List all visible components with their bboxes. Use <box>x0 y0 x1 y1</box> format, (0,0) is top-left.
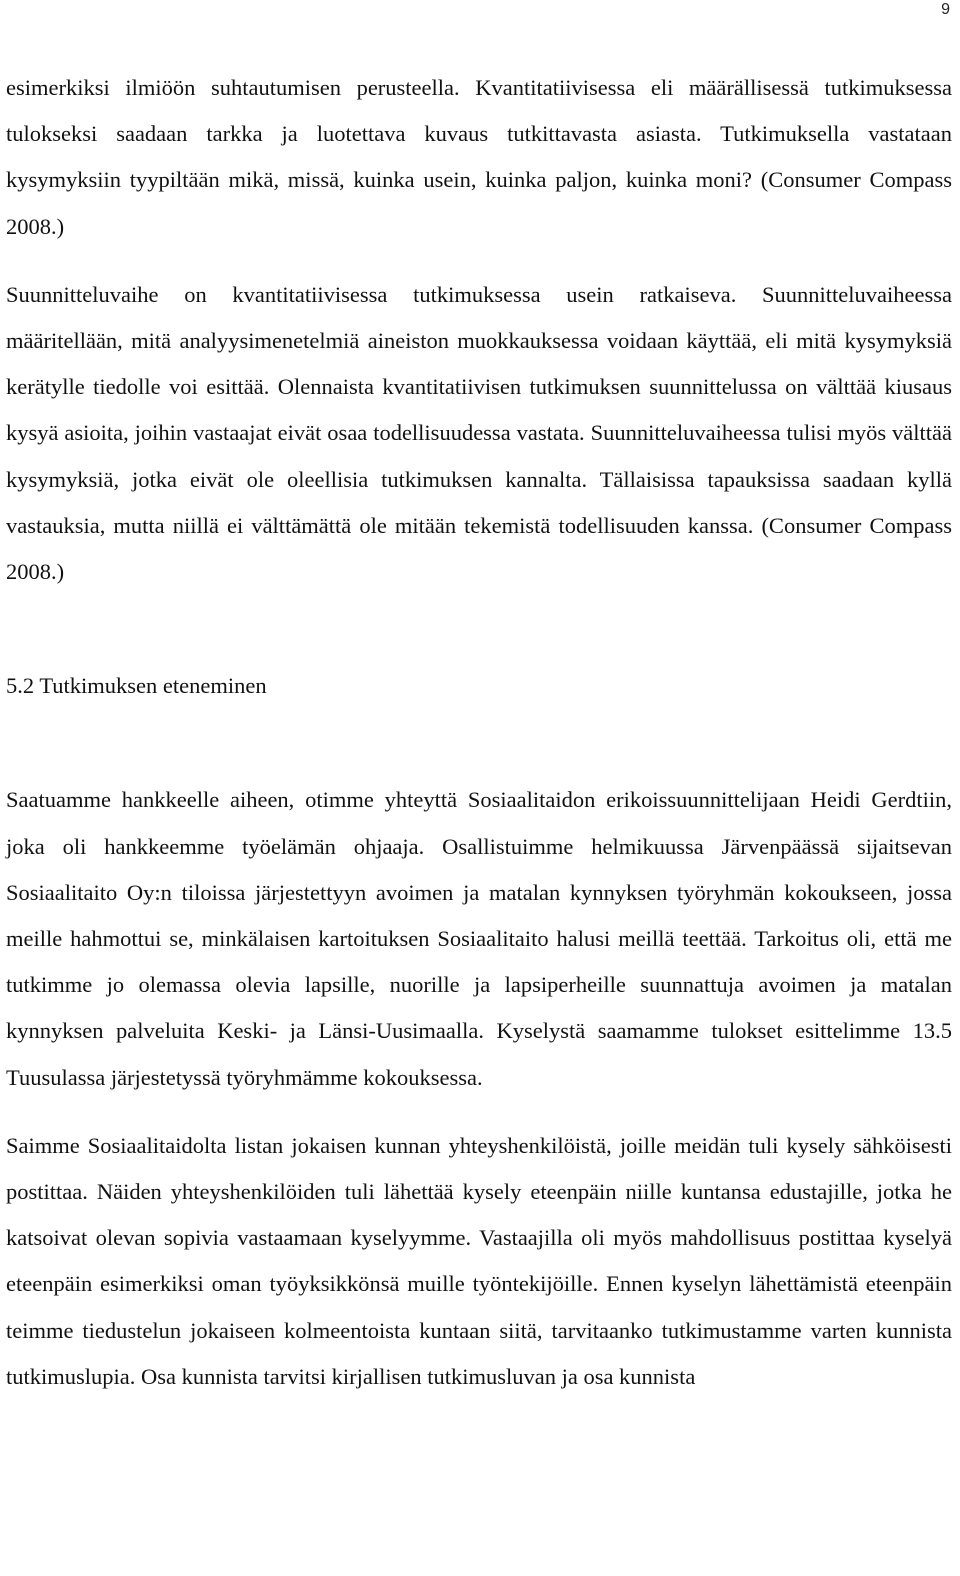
section-spacer <box>6 709 952 777</box>
document-body <box>6 65 952 1400</box>
paragraph-contact-list: Saimme Sosiaalitaidolta listan jokaisen kunnan yhteyshenkilöistä, joille meidän tuli kysely sähköisesti postittaa. Näiden yhteyshenkilöiden tuli lähettää kysely eteenpäin niille kuntansa edustajille, jotka he katsoivat olevan sopivia vastaamaan kyselyymme. Vastaajilla oli myös mahdollisuus postittaa kyselyä eteenpäin esimerkiksi oman työyksikkönsä muille työntekijöille. Ennen kyselyn lähettämistä eteenpäin teimme tiedustelun jokaiseen kolmeentoista kuntaan siitä, tarvitaanko tutkimustamme varten kunnista tutkimuslupia. Osa kunnista tarvitsi kirjallisen tutkimusluvan ja osa kunnista <box>6 1132 952 1389</box>
paragraph-spacer <box>6 1101 952 1123</box>
paragraph-quantitative-research: esimerkiksi ilmiöön suhtautumisen perusteella. Kvantitatiivisessa eli määrällisessä tutkimuksessa tulokseksi saadaan tarkka ja luotettava kuvaus tutkittavasta asiasta. Tutkimuksella vastataan kysymyksiin tyypiltään mikä, missä, kuinka usein, kuinka paljon, kuinka moni? (Consumer Compass 2008.) <box>6 75 952 239</box>
section-spacer <box>6 595 952 663</box>
paragraph-project-progress: Saatuamme hankkeelle aiheen, otimme yhteyttä Sosiaalitaidon erikoissuunnittelijaan Heidi Gerdtiin, joka oli hankkeemme työelämän ohjaaja. Osallistuimme helmikuussa Järvenpäässä sijaitsevan Sosiaalitaito Oy:n tiloissa järjestettyyn avoimen ja matalan kynnyksen työryhmän kokoukseen, jossa meille hahmottui se, minkälaisen kartoituksen Sosiaalitaito halusi meillä teettää. Tarkoitus oli, että me tutkimme jo olemassa olevia lapsille, nuorille ja lapsiperheille suunnattuja avoimen ja matalan kynnyksen palveluita Keski- ja Länsi-Uusimaalla. Kyselystä saamamme tulokset esittelimme 13.5 Tuusulassa järjestetyssä työryhmämme kokouksessa. <box>6 787 952 1090</box>
page-number: 9 <box>941 1 950 18</box>
section-heading: 5.2 Tutkimuksen eteneminen <box>6 673 267 699</box>
paragraph-planning-phase: Suunnitteluvaihe on kvantitatiivisessa tutkimuksessa usein ratkaiseva. Suunnitteluvaiheessa määritellään, mitä analyysimenetelmiä aineiston muokkauksessa voidaan käyttää, eli mitä kysymyksiä kerätylle tiedolle voi esittää. Olennaista kvantitatiivisen tutkimuksen suunnittelussa on välttää kiusaus kysyä asioita, joihin vastaajat eivät osaa todellisuudessa vastata. Suunnitteluvaiheessa tulisi myös välttää kysymyksiä, jotka eivät ole oleellisia tutkimuksen kannalta. Tällaisissa tapauksissa saadaan kyllä vastauksia, mutta niillä ei välttämättä ole mitään tekemistä todellisuuden kanssa. (Consumer Compass 2008.) <box>6 281 952 585</box>
paragraph-spacer <box>6 250 952 272</box>
